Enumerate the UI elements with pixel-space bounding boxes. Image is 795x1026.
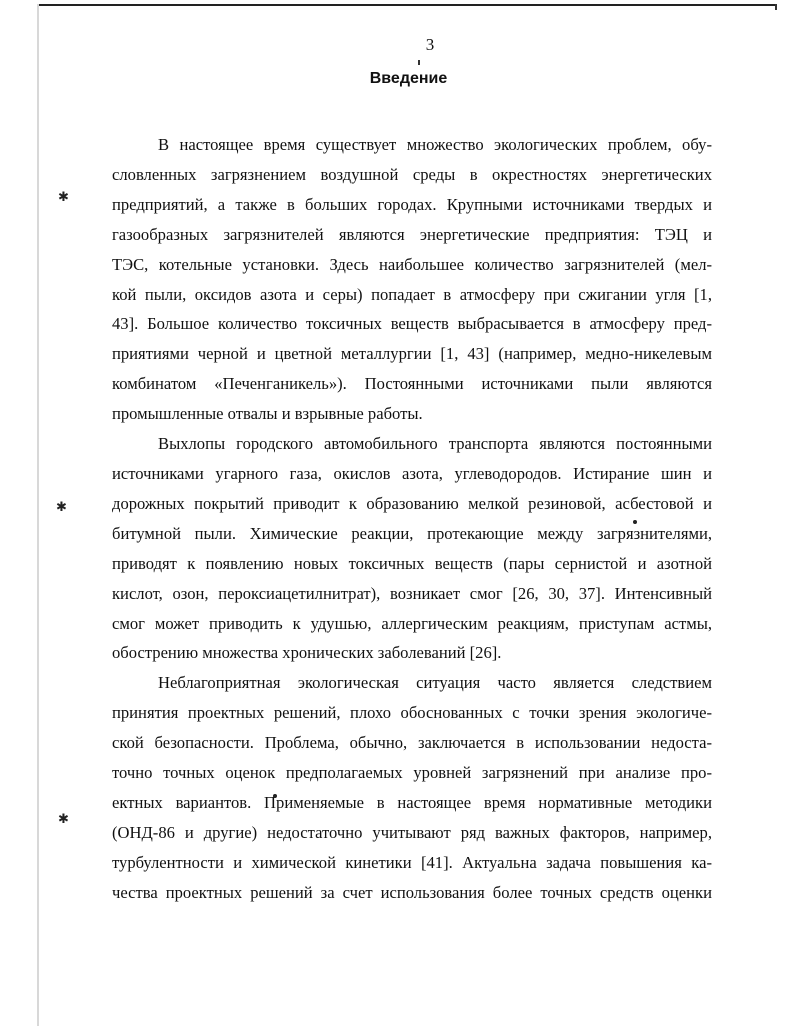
text-line: ектных вариантов. Применяемые в настоящее время нормативные методики	[112, 792, 712, 812]
text-line: ской безопасности. Проблема, обычно, заключается в использовании недоста-	[112, 733, 712, 753]
text-line: принятия проектных решений, плохо обоснованных с точки зрения экологиче-	[112, 703, 712, 723]
text-line: словленных загрязнением воздушной среды в окрестностях энергетических	[112, 164, 712, 184]
scan-speck	[418, 60, 420, 65]
text-line: источниками угарного газа, окислов азота, углеводородов. Истирание шин и	[112, 463, 712, 483]
text-line: обострению множества хронических заболеваний [26].	[112, 643, 502, 663]
document-body	[112, 130, 712, 908]
text-line: приятиями черной и цветной металлургии [1, 43] (например, медно-никелевым	[112, 344, 712, 364]
page-corner-mark	[770, 4, 777, 10]
paragraph-3	[112, 668, 712, 907]
text-line: предприятий, а также в больших городах. Крупными источниками твердых и	[112, 194, 712, 214]
text-line: 43]. Большое количество токсичных веществ выбрасывается в атмосферу пред-	[112, 314, 712, 334]
paragraph-1	[112, 130, 712, 429]
text-line: чества проектных решений за счет использования более точных средств оценки	[112, 882, 712, 902]
margin-mark-icon: ✱	[58, 812, 69, 827]
text-line: промышленные отвалы и взрывные работы.	[112, 404, 423, 424]
text-line: смог может приводить к удушью, аллергическим реакциям, приступам астмы,	[112, 613, 712, 633]
text-line: кой пыли, оксидов азота и серы) попадает в атмосферу при сжигании угля [1,	[112, 284, 712, 304]
text-line: ТЭС, котельные установки. Здесь наибольшее количество загрязнителей (мел-	[112, 254, 712, 274]
text-line: (ОНД-86 и другие) недостаточно учитывают ряд важных факторов, например,	[112, 822, 712, 842]
text-line: приводят к появлению новых токсичных веществ (пары сернистой и азотной	[112, 553, 712, 573]
page-left-border	[37, 4, 39, 1026]
page-top-border	[37, 4, 775, 6]
paragraph-2	[112, 429, 712, 668]
text-line: Выхлопы городского автомобильного транспорта являются постоянными	[158, 434, 712, 454]
text-line: Неблагоприятная экологическая ситуация часто является следствием	[158, 673, 712, 693]
page-title: Введение	[369, 70, 448, 87]
text-line: кислот, озон, пероксиацетилнитрат), возникает смог [26, 30, 37]. Интенсивный	[112, 583, 712, 603]
margin-mark-icon: ✱	[56, 500, 67, 515]
text-line: битумной пыли. Химические реакции, протекающие между загрязнителями,	[112, 523, 712, 543]
text-line: точно точных оценок предполагаемых уровней загрязнений при анализе про-	[112, 763, 712, 783]
text-line: турбулентности и химической кинетики [41]. Актуальна задача повышения ка-	[112, 852, 712, 872]
text-line: дорожных покрытий приводит к образованию мелкой резиновой, асбестовой и	[112, 493, 712, 513]
text-line: газообразных загрязнителей являются энергетические предприятия: ТЭЦ и	[112, 224, 712, 244]
text-line: комбинатом «Печенганикель»). Постоянными источниками пыли являются	[112, 374, 712, 394]
text-line: В настоящее время существует множество экологических проблем, обу-	[158, 135, 712, 154]
page-number: 3	[425, 35, 435, 54]
margin-mark-icon: ✱	[58, 190, 69, 205]
